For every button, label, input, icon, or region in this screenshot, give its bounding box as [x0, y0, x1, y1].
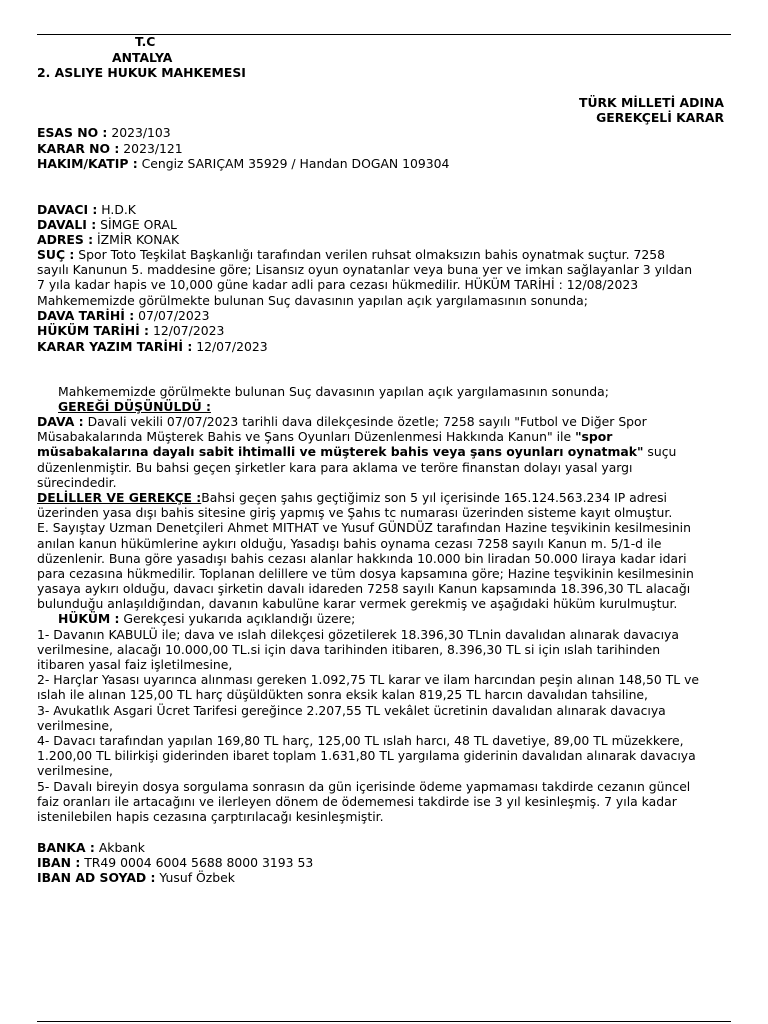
hukum-item: itibaren yasal faiz işletilmesine,: [37, 657, 233, 672]
court-name: 2. ASLIYE HUKUK MAHKEMESI: [37, 65, 246, 80]
hukum-tarihi-label: HÜKÜM TARİHİ :: [37, 323, 149, 338]
iban-value: TR49 0004 6004 5688 8000 3193 53: [80, 855, 314, 870]
iban-ad-soyad: [37, 870, 235, 885]
deliller-line: düzenlenir. Buna göre yasadışı bahis cezası alanlar hakkında 10.000 bin liradan 50.000 liraya kadar idari: [37, 551, 687, 566]
dava-bold-text: müsabakalarına dayalı sabit ihtimalli ve müşterek bahis veya şans oyunları oynatmak": [37, 444, 644, 459]
hukum-item: 1- Davanın KABULÜ ile; dava ve ıslah dilekçesi gözetilerek 18.396,30 TLnin davalıdan alınarak davacıya: [37, 627, 679, 642]
dava-bold-text: "spor: [575, 429, 613, 444]
karar-no-label: KARAR NO :: [37, 141, 120, 156]
banka-value: Akbank: [94, 840, 145, 855]
esas-no-value: 2023/103: [107, 125, 171, 140]
dava-line: [37, 414, 647, 429]
karar-yazim-value: 12/07/2023: [192, 339, 268, 354]
karar-yazim-label: KARAR YAZIM TARİHİ :: [37, 339, 193, 354]
hukum-item: verilmesine,: [37, 763, 113, 778]
hukum-line: [58, 611, 355, 626]
suc-line: [37, 247, 665, 262]
deliller-line: yasaya aykırı olduğu, davacı şirketin davalı idareden 7258 sayılı Kanun kapsamında 18.396,30 TL alacağı: [37, 581, 691, 596]
deliller-line: E. Sayıştay Uzman Denetçileri Ahmet MITHAT ve Yusuf GÜNDÜZ tarafından Hazine teşvikinin kesilmesinin: [37, 520, 691, 535]
deliller-line: anılan kanun hükümlerine aykırı olduğu, Yasadışı bahis oynama cezası 7258 sayılı Kanun m. 5/1-d ile: [37, 536, 662, 551]
suc-line: 7 yıla kadar hapis ve 10,000 güne kadar adli para cezası hükmedilir. HÜKÜM TARİHİ : 12/08/2023: [37, 277, 639, 292]
geregi-heading-text: GEREĞİ DÜŞÜNÜLDÜ :: [58, 399, 212, 414]
adres: [37, 232, 179, 247]
dava-text: suçu: [643, 444, 677, 459]
deliller-text: Bahsi geçen şahıs geçtiğimiz son 5 yıl içerisinde 165.124.563.234 IP adresi: [201, 490, 667, 505]
karar-no: [37, 141, 183, 156]
dava-text: Davali vekili 07/07/2023 tarihli dava dilekçesinde özetle; 7258 sayılı "Futbol ve Diğer Spor: [83, 414, 647, 429]
esas-no-label: ESAS NO :: [37, 125, 108, 140]
banka-label: BANKA :: [37, 840, 95, 855]
deliller-label: DELİLLER VE GEREKÇE :: [37, 490, 202, 505]
dava-line: düzenlenmiştir. Bu bahsi geçen şirketler kara para aklama ve teröre finanstan dolayı yasal yargı: [37, 460, 633, 475]
adres-value: İZMİR KONAK: [93, 232, 180, 247]
dava-line: sürecindedir.: [37, 475, 117, 490]
dava-line: [37, 429, 612, 444]
iban-ad-label: IBAN AD SOYAD :: [37, 870, 156, 885]
davaci-label: DAVACI :: [37, 202, 98, 217]
deliller-line: üzerinden yasa dışı bahis sitesine giriş yapmış ve Şahıs tc numarası üzerinden sisteme kayıt olmuştur.: [37, 505, 673, 520]
hukum-item: 1.200,00 TL bilirkişi giderinden ibaret toplam 1.631,80 TL yargılama giderinin davalıdan alınarak davacıya: [37, 748, 696, 763]
suc-line: Mahkememizde görülmekte bulunan Suç davasının yapılan açık yargılamasının sonunda;: [37, 293, 588, 308]
hakim-katip-label: HAKIM/KATIP :: [37, 156, 138, 171]
dava-tarihi-label: DAVA TARİHİ :: [37, 308, 135, 323]
hukum-item: verilmesine, alacağı 10.000,00 TL.si için dava tarihinden itibaren, 8.396,30 TL si için ıslah tarihinden: [37, 642, 661, 657]
karar-no-value: 2023/121: [119, 141, 183, 156]
hukum-item: istenilebilen hapis cezasına çarptırılacağı kesinleşmiştir.: [37, 809, 384, 824]
davali: [37, 217, 177, 232]
nation-heading: TÜRK MİLLETİ ADINA: [579, 95, 724, 110]
hukum-item: verilmesine,: [37, 718, 113, 733]
dava-text: Müsabakalarında Müşterek Bahis ve Şans Oyunları Düzenlenmesi Hakkında Kanun" ile: [37, 429, 576, 444]
iban: [37, 855, 313, 870]
esas-no: [37, 125, 171, 140]
deliller-line: para cezasına hükmedilir. Toplanan delillere ve tüm dosya kapsamına göre; Hazine teşvikinin kesilmesinin: [37, 566, 694, 581]
davali-value: SİMGE ORAL: [96, 217, 177, 232]
deliller-line: bulunduğu anlaşıldığından, davanın kabulüne karar vermek gerekmiş ve aşağıdaki hüküm kurulmuştur.: [37, 596, 678, 611]
hakim-katip-value: Cengiz SARIÇAM 35929 / Handan DOGAN 109304: [137, 156, 450, 171]
dava-line: [37, 444, 676, 459]
hukum-item: 5- Davalı bireyin dosya sorgulama sonrasın da gün içerisinde ödeme yapmaması takdirde cezanın güncel: [37, 779, 691, 794]
davaci-value: H.D.K: [97, 202, 136, 217]
banka: [37, 840, 145, 855]
intro-text: Mahkememizde görülmekte bulunan Suç davasının yapılan açık yargılamasının sonunda;: [58, 384, 609, 399]
hukum-item: 3- Avukatlık Asgari Ücret Tarifesi gereğince 2.207,55 TL vekâlet ücretinin davalıdan alınarak davacıya: [37, 703, 666, 718]
hukum-tarihi-value: 12/07/2023: [149, 323, 225, 338]
decision-type-heading: GEREKÇELİ KARAR: [596, 110, 724, 125]
dava-tarihi-value: 07/07/2023: [134, 308, 210, 323]
suc-text: Spor Toto Teşkilat Başkanlığı tarafından verilen ruhsat olmaksızın bahis oynatmak suçtur. 7258: [74, 247, 666, 262]
hukum-tarihi: [37, 323, 224, 338]
hukum-item: faiz oranları ile artacağını ve ilerleyen dönem de ödememesi takdirde ise 3 yıl kesinleşmiş. 7 yıla kadar: [37, 794, 677, 809]
header-tc: T.C: [135, 34, 156, 49]
header-city: ANTALYA: [112, 50, 173, 65]
geregi-heading: [58, 399, 211, 414]
hukum-item: 2- Harçlar Yasası uyarınca alınması gereken 1.092,75 TL karar ve ilam harcından peşin alınan 148,50 TL ve: [37, 672, 700, 687]
hukum-item: 4- Davacı tarafından yapılan 169,80 TL harç, 125,00 TL ıslah harcı, 48 TL davetiye, 89,00 TL müzekkere,: [37, 733, 684, 748]
davaci: [37, 202, 136, 217]
iban-label: IBAN :: [37, 855, 81, 870]
hukum-label: HÜKÜM :: [58, 611, 120, 626]
dava-label: DAVA :: [37, 414, 84, 429]
hakim-katip: [37, 156, 449, 171]
dava-tarihi: [37, 308, 210, 323]
deliller-line: [37, 490, 667, 505]
suc-line: sayılı Kanunun 5. maddesine göre; Lisansız oyun oynatanlar veya buna yer ve imkan sağlayanlar 3 yıldan: [37, 262, 693, 277]
suc-label: SUÇ :: [37, 247, 75, 262]
hukum-item: ıslah ile alınan 125,00 TL harç düşüldükten sonra eksik kalan 819,25 TL harcın davalıdan tahsiline,: [37, 687, 648, 702]
davali-label: DAVALI :: [37, 217, 97, 232]
hukum-intro: Gerekçesi yukarıda açıklandığı üzere;: [119, 611, 356, 626]
bottom-rule: [37, 1021, 731, 1022]
adres-label: ADRES :: [37, 232, 94, 247]
iban-ad-value: Yusuf Özbek: [155, 870, 235, 885]
karar-yazim-tarihi: [37, 339, 268, 354]
